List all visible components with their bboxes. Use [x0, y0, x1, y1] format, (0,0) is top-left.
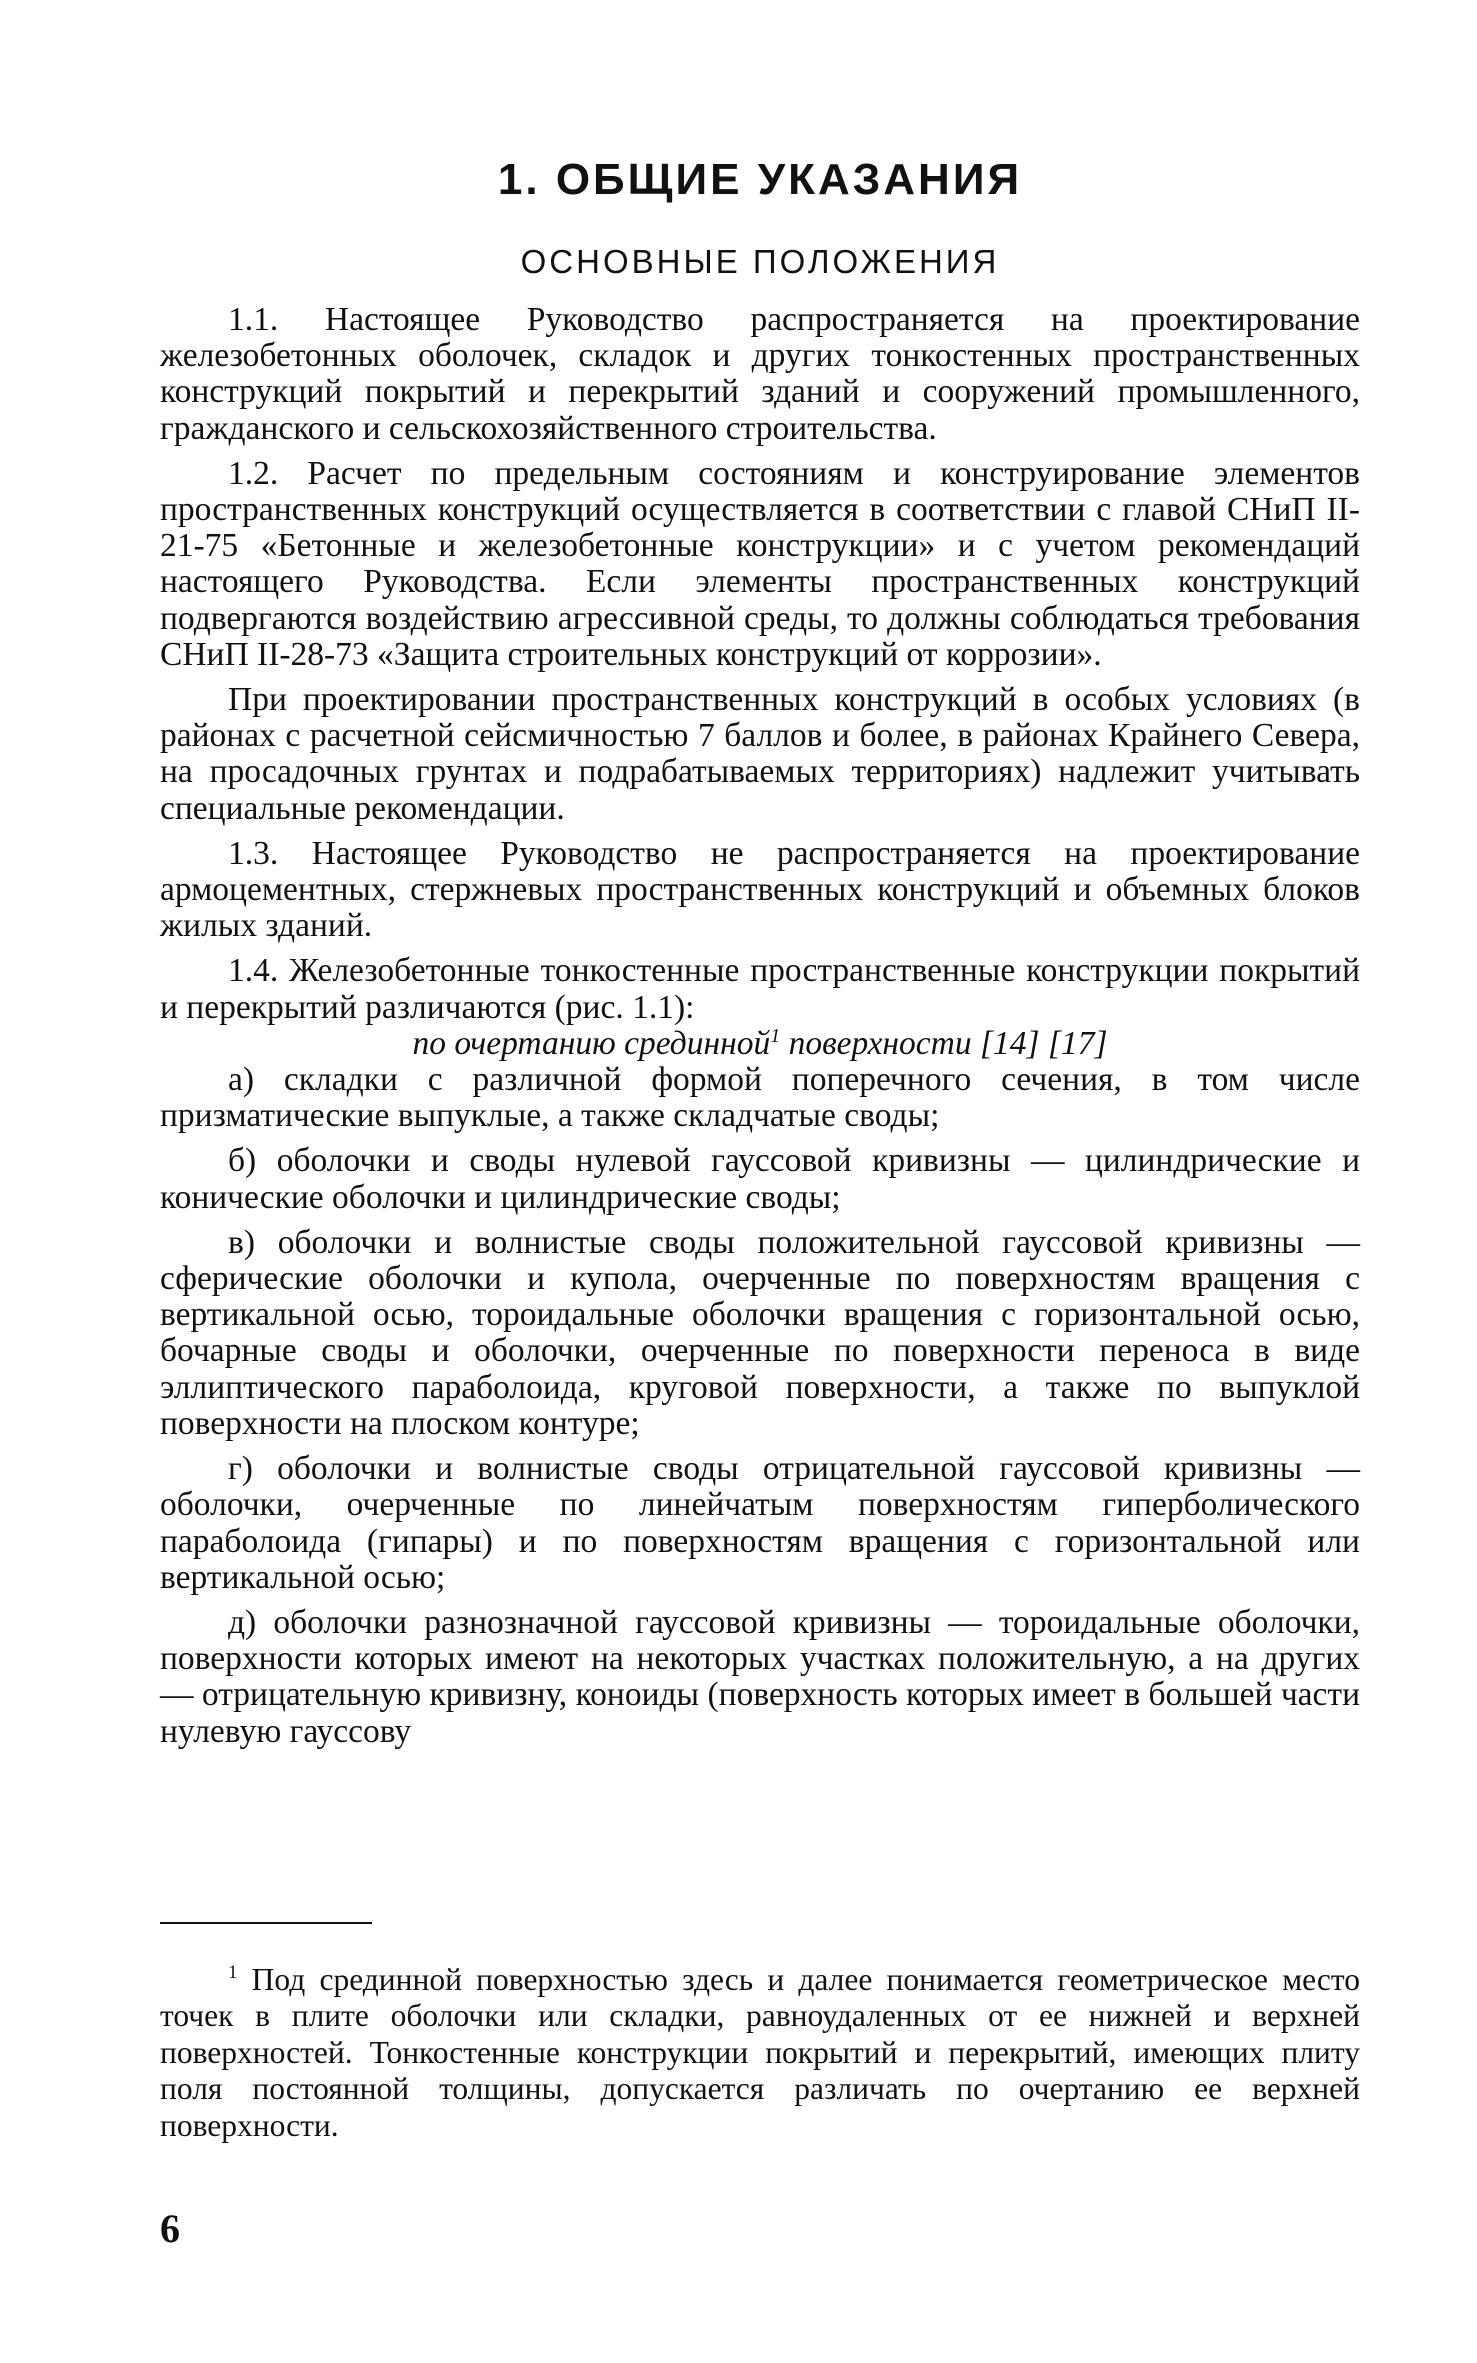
footnote-text: Под срединной поверхностью здесь и далее понимается геометрическое место точек в плите оболочки или складки, равноудаленных от ее нижней и верхней поверхностей. Тонкостенные конструкции покрытий и перекрытий, имеющих плиту поля постоянной толщины, допускается различать по очертанию ее верхней поверхности.	[160, 1962, 1360, 2143]
list-item-v: в) оболочки и волнистые своды положительной гауссовой кривизны — сферические оболочки и купола, очерченные по поверхностям вращения с вертикальной осью, тороидальные оболочки вращения с горизонтальной осью, бочарные своды и оболочки, очерченные по поверхности переноса в виде эллиптического параболоида, круговой поверхности, а также по выпуклой поверхности на плоском контуре;	[160, 1223, 1360, 1442]
paragraph-1-4: 1.4. Железобетонные тонкостенные пространственные конструкции покрытий и перекрытий различаются (рис. 1.1):	[160, 952, 1360, 1026]
paragraph-1-1: 1.1. Настоящее Руководство распространяется на проектирование железобетонных оболочек, складок и других тонкостенных пространственных конструкций покрытий и перекрытий зданий и сооружений промышленного, гражданского и сельскохозяйственного строительства.	[160, 301, 1360, 447]
chapter-heading: 1. ОБЩИЕ УКАЗАНИЯ	[497, 155, 1023, 204]
list-item-g: г) оболочки и волнистые своды отрицательной гауссовой кривизны — оболочки, очерченные по линейчатым поверхностям гиперболического параболоида (гипары) и по поверхностям вращения с горизонтальной или вертикальной осью;	[160, 1450, 1360, 1596]
classification-refs: поверхности [14] [17]	[780, 1024, 1108, 1062]
list-item-d: д) оболочки разнозначной гауссовой кривизны — тороидальные оболочки, поверхности которых имеют на некоторых участках положительную, а на других — отрицательную кривизну, коноиды (поверхность которых имеет в большей части нулевую гауссову	[160, 1603, 1360, 1750]
classification-text: по очертанию срединной	[412, 1024, 771, 1062]
footnote-reference: 1	[770, 1024, 781, 1047]
footnote-divider	[160, 1922, 372, 1924]
page-content	[160, 150, 1360, 1750]
footnote-marker: 1	[228, 1962, 238, 1983]
classification-heading	[160, 1026, 1360, 1062]
page-number: 6	[160, 2206, 180, 2251]
section-heading: ОСНОВНЫЕ ПОЛОЖЕНИЯ	[520, 243, 1000, 280]
paragraph-1-2: 1.2. Расчет по предельным состояниям и конструирование элементов пространственных конструкций осуществляется в соответствии с главой СНиП II-21-75 «Бетонные и железобетонные конструкции» и с учетом рекомендаций настоящего Руководства. Если элементы пространственных конструкций подвергаются воздействию агрессивной среды, то должны соблюдаться требования СНиП II-28-73 «Защита строительных конструкций от коррозии».	[160, 454, 1360, 673]
footnote-text-block	[160, 1962, 1360, 2144]
paragraph-1-3: 1.3. Настоящее Руководство не распространяется на проектирование армоцементных, стержневых пространственных конструкций и объемных блоков жилых зданий.	[160, 834, 1360, 945]
list-item-b: б) оболочки и своды нулевой гауссовой кривизны — цилиндрические и конические оболочки и цилиндрические своды;	[160, 1142, 1360, 1216]
list-item-a: а) складки с различной формой поперечного сечения, в том числе призматические выпуклые, а также складчатые своды;	[160, 1061, 1360, 1135]
footnote	[160, 1962, 1360, 2144]
paragraph-1-2-special: При проектировании пространственных конструкций в особых условиях (в районах с расчетной сейсмичностью 7 баллов и более, в районах Крайнего Севера, на просадочных грунтах и подрабатываемых территориях) надлежит учитывать специальные рекомендации.	[160, 681, 1360, 827]
body-text	[160, 302, 1360, 1750]
